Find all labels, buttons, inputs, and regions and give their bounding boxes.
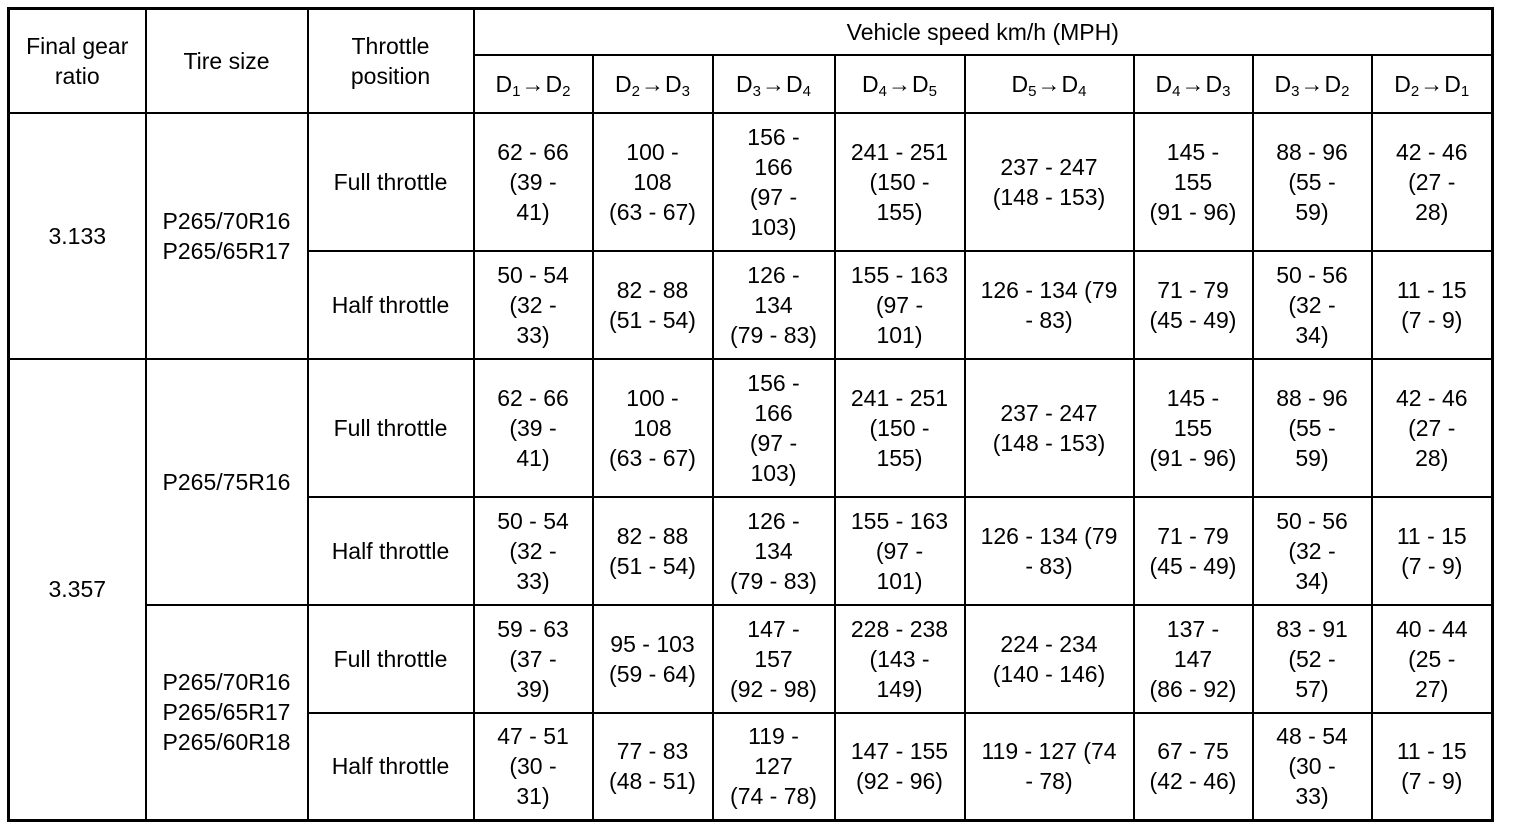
speed-cell: 47 - 51 (30 - 31) bbox=[474, 713, 593, 821]
gear-to: 4 bbox=[802, 82, 811, 100]
speed-cell: 77 - 83 (48 - 51) bbox=[593, 713, 713, 821]
header-throttle-position: Throttle position bbox=[308, 9, 474, 113]
header-shift-3-to-2 bbox=[1253, 55, 1372, 113]
arrow-icon: → bbox=[1181, 70, 1205, 97]
gear-from: 3 bbox=[752, 82, 761, 100]
throttle-position-cell: Full throttle bbox=[308, 359, 474, 497]
gear-letter: D bbox=[1274, 70, 1292, 97]
gear-to: 4 bbox=[1078, 82, 1087, 100]
gear-letter: D bbox=[1444, 70, 1461, 97]
gear-letter: D bbox=[495, 70, 513, 97]
speed-cell: 147 - 157 (92 - 98) bbox=[713, 605, 835, 713]
speed-cell: 82 - 88 (51 - 54) bbox=[593, 497, 713, 605]
speed-cell: 241 - 251 (150 - 155) bbox=[835, 113, 965, 251]
gear-to: 3 bbox=[1222, 82, 1231, 100]
speed-cell: 42 - 46 (27 - 28) bbox=[1372, 359, 1493, 497]
speed-cell: 224 - 234 (140 - 146) bbox=[965, 605, 1134, 713]
header-shift-4-to-5 bbox=[835, 55, 965, 113]
speed-cell: 100 - 108 (63 - 67) bbox=[593, 359, 713, 497]
gear-letter: D bbox=[912, 70, 929, 97]
speed-cell: 62 - 66 (39 - 41) bbox=[474, 113, 593, 251]
speed-cell: 228 - 238 (143 - 149) bbox=[835, 605, 965, 713]
final-gear-ratio-cell: 3.357 bbox=[9, 359, 146, 821]
gear-from: 5 bbox=[1028, 82, 1037, 100]
gear-from: 1 bbox=[512, 82, 521, 100]
arrow-icon: → bbox=[641, 70, 664, 97]
speed-cell: 40 - 44 (25 - 27) bbox=[1372, 605, 1493, 713]
header-tire-size: Tire size bbox=[146, 9, 308, 113]
speed-cell: 126 - 134 (79 - 83) bbox=[965, 497, 1134, 605]
header-row-1 bbox=[9, 9, 1493, 55]
speed-cell: 126 - 134 (79 - 83) bbox=[713, 497, 835, 605]
gear-letter: D bbox=[736, 70, 753, 97]
speed-cell: 100 - 108 (63 - 67) bbox=[593, 113, 713, 251]
gear-letter: D bbox=[615, 70, 632, 97]
speed-cell: 11 - 15 (7 - 9) bbox=[1372, 497, 1493, 605]
speed-cell: 83 - 91 (52 - 57) bbox=[1253, 605, 1372, 713]
table-row bbox=[9, 359, 1493, 497]
speed-cell: 11 - 15 (7 - 9) bbox=[1372, 713, 1493, 821]
gear-to: 2 bbox=[1341, 82, 1350, 100]
speed-cell: 119 - 127 (74 - 78) bbox=[965, 713, 1134, 821]
speed-cell: 88 - 96 (55 - 59) bbox=[1253, 113, 1372, 251]
speed-cell: 145 - 155 (91 - 96) bbox=[1134, 113, 1253, 251]
gear-to: 2 bbox=[562, 82, 571, 100]
speed-cell: 241 - 251 (150 - 155) bbox=[835, 359, 965, 497]
table-row bbox=[9, 605, 1493, 713]
gear-from: 4 bbox=[878, 82, 887, 100]
gear-from: 2 bbox=[631, 82, 640, 100]
arrow-icon: → bbox=[1037, 70, 1061, 97]
speed-cell: 48 - 54 (30 - 33) bbox=[1253, 713, 1372, 821]
gear-letter: D bbox=[1205, 70, 1223, 97]
speed-cell: 50 - 54 (32 - 33) bbox=[474, 497, 593, 605]
gear-letter: D bbox=[1011, 70, 1029, 97]
speed-cell: 237 - 247 (148 - 153) bbox=[965, 359, 1134, 497]
arrow-icon: → bbox=[762, 70, 785, 97]
gear-from: 2 bbox=[1410, 82, 1420, 100]
header-shift-2-to-1 bbox=[1372, 55, 1493, 113]
gear-to: 5 bbox=[928, 82, 937, 100]
speed-cell: 50 - 56 (32 - 34) bbox=[1253, 251, 1372, 359]
throttle-position-cell: Full throttle bbox=[308, 113, 474, 251]
arrow-icon: → bbox=[1300, 70, 1324, 97]
speed-cell: 147 - 155 (92 - 96) bbox=[835, 713, 965, 821]
gear-letter: D bbox=[665, 70, 682, 97]
final-gear-ratio-cell: 3.133 bbox=[9, 113, 146, 359]
header-shift-5-to-4 bbox=[965, 55, 1134, 113]
header-shift-2-to-3 bbox=[593, 55, 713, 113]
speed-cell: 119 - 127 (74 - 78) bbox=[713, 713, 835, 821]
gear-to: 1 bbox=[1460, 82, 1470, 100]
arrow-icon: → bbox=[521, 70, 545, 97]
speed-cell: 88 - 96 (55 - 59) bbox=[1253, 359, 1372, 497]
speed-cell: 137 - 147 (86 - 92) bbox=[1134, 605, 1253, 713]
throttle-position-cell: Half throttle bbox=[308, 713, 474, 821]
gear-letter: D bbox=[1061, 70, 1079, 97]
tire-size-cell: P265/70R16 P265/65R17 bbox=[146, 113, 308, 359]
speed-cell: 237 - 247 (148 - 153) bbox=[965, 113, 1134, 251]
table-row bbox=[9, 113, 1493, 251]
gear-letter: D bbox=[786, 70, 803, 97]
speed-cell: 50 - 54 (32 - 33) bbox=[474, 251, 593, 359]
speed-cell: 71 - 79 (45 - 49) bbox=[1134, 251, 1253, 359]
speed-cell: 95 - 103 (59 - 64) bbox=[593, 605, 713, 713]
gear-letter: D bbox=[1155, 70, 1173, 97]
speed-cell: 71 - 79 (45 - 49) bbox=[1134, 497, 1253, 605]
gear-from: 3 bbox=[1291, 82, 1300, 100]
throttle-position-cell: Half throttle bbox=[308, 497, 474, 605]
speed-cell: 156 - 166 (97 - 103) bbox=[713, 359, 835, 497]
speed-cell: 155 - 163 (97 - 101) bbox=[835, 497, 965, 605]
arrow-icon: → bbox=[888, 70, 911, 97]
arrow-icon: → bbox=[1420, 70, 1444, 97]
gear-letter: D bbox=[862, 70, 879, 97]
gear-from: 4 bbox=[1172, 82, 1181, 100]
speed-cell: 67 - 75 (42 - 46) bbox=[1134, 713, 1253, 821]
speed-cell: 126 - 134 (79 - 83) bbox=[713, 251, 835, 359]
tire-size-cell: P265/75R16 bbox=[146, 359, 308, 605]
speed-cell: 59 - 63 (37 - 39) bbox=[474, 605, 593, 713]
shift-schedule-table bbox=[7, 7, 1494, 822]
speed-cell: 145 - 155 (91 - 96) bbox=[1134, 359, 1253, 497]
speed-cell: 126 - 134 (79 - 83) bbox=[965, 251, 1134, 359]
speed-cell: 155 - 163 (97 - 101) bbox=[835, 251, 965, 359]
throttle-position-cell: Full throttle bbox=[308, 605, 474, 713]
gear-to: 3 bbox=[681, 82, 690, 100]
speed-cell: 42 - 46 (27 - 28) bbox=[1372, 113, 1493, 251]
tire-size-cell: P265/70R16 P265/65R17 P265/60R18 bbox=[146, 605, 308, 821]
speed-cell: 156 - 166 (97 - 103) bbox=[713, 113, 835, 251]
gear-letter: D bbox=[545, 70, 563, 97]
header-shift-4-to-3 bbox=[1134, 55, 1253, 113]
throttle-position-cell: Half throttle bbox=[308, 251, 474, 359]
gear-letter: D bbox=[1324, 70, 1342, 97]
header-shift-3-to-4 bbox=[713, 55, 835, 113]
speed-cell: 82 - 88 (51 - 54) bbox=[593, 251, 713, 359]
gear-letter: D bbox=[1394, 70, 1411, 97]
header-vehicle-speed: Vehicle speed km/h (MPH) bbox=[474, 9, 1493, 55]
speed-cell: 11 - 15 (7 - 9) bbox=[1372, 251, 1493, 359]
header-shift-1-to-2 bbox=[474, 55, 593, 113]
speed-cell: 62 - 66 (39 - 41) bbox=[474, 359, 593, 497]
header-final-gear-ratio: Final gear ratio bbox=[9, 9, 146, 113]
speed-cell: 50 - 56 (32 - 34) bbox=[1253, 497, 1372, 605]
